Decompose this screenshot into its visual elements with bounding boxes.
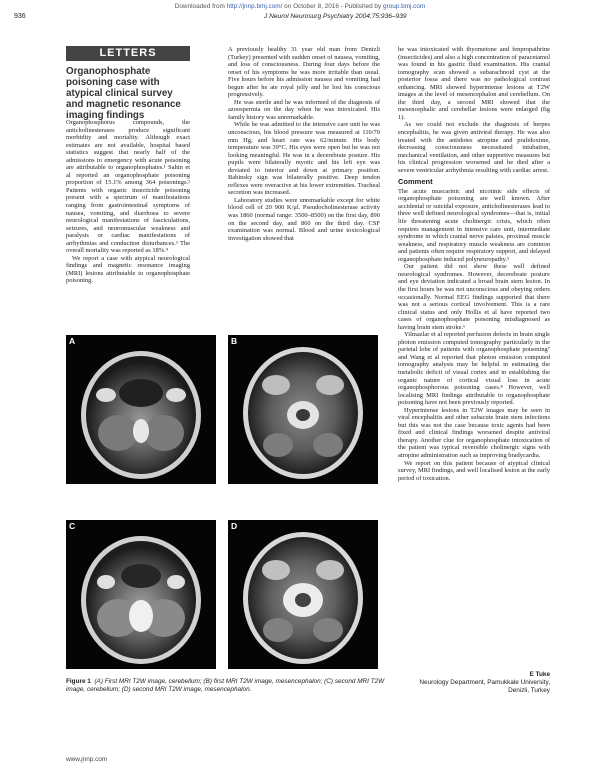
mri-panel-a: [66, 335, 216, 484]
figure-caption: [66, 678, 396, 694]
bmj-group-link[interactable]: group.bmj.com: [382, 3, 426, 10]
paragraph: Hyperintense lesions in T2W images may be seen in viral encephalitis and other subacute brain stem infections but this was not the case because toxic agents had been fixed and clinical findings worsened despite antiviral therapy. Another clue for organophosphate intoxication of the patient was typical reversible cholinergic signs with atropine administration such as improving bradycardia.: [398, 406, 550, 459]
paragraph: He was sterile and he was informed of the diagnosis of azoospermia on the day when he was intoxicated. His family history was unremarkable.: [228, 98, 380, 121]
paragraph: Yilmazlar et al reported perfusion defects in brain single photon emission computed tomography particularly in the parietal lobe of patients with organophosphate poisoning⁷ and Wang et al reported that photon emission computed tomography analysis may be helpful in estimating the metabolic deficit of visual cortex and in establishing the organic nature of cortical visual loss in acute organophosphorous poisoning cases.⁸ However, well localising MRI findings attributable to organophosphate poisoning have not been previously reported.: [398, 331, 550, 407]
column-2: [228, 46, 380, 242]
journal-reference: J Neurol Neurosurg Psychiatry 2004;75:936–939: [264, 13, 407, 20]
panel-letter: A: [69, 336, 76, 346]
jnnp-link[interactable]: http://jnnp.bmj.com/: [226, 3, 283, 10]
caption-text: (A) First MRI T2W image, cerebellum; (B) first MRI T2W image, mesencephalon; (C) second MRI T2W image, cerebellum; (D) second MRI T2W image, mesencephalon.: [66, 678, 385, 693]
paragraph: Laboratory studies were unremarkable except for white blood cell of 20 900 K/μl. Pseudocholinesterase activity was 1860 (normal range: 3500–8500) on the first day, 890 on the second day, and 860 on the third day. CSF examination was normal. Blood and urine toxicological investigation showed that: [228, 196, 380, 242]
comment-heading: Comment: [398, 177, 433, 187]
author-name: E Tuke: [529, 671, 550, 678]
paragraph: The acute muscarinic and nicotinic side effects of organophosphate poisoning are well known. After accidental or suicidal exposure, anticholinesterases lead to three well defined neurological syndromes—that is, initial life threatening acute cholinergic crisis, which often requires management in intensive care unit, intermediate syndrome in which cranial nerve palsies, proximal muscle weakness, and respiratory muscle weakness are common and patients often require respiratory support, and delayed organophosphate induced polyneuropathy.⁵: [398, 187, 550, 263]
panel-letter: C: [69, 521, 76, 531]
paragraph: While he was admitted to the intensive care unit he was unconscious, his blood pressure was measured at 110/70 mm Hg, and heart rate was 62/minute. His body temperature was 39°C. His eyes were open but he was not looking meaningful. He was in a decerebrate posture. His pupils were bilaterally myotic and his left eye was deviated to interior and down at primary position. Babinsky sign was bilaterally positive. Deep tendon reflexes were overactive at his lower extremities. Tracheal secretion was increased.: [228, 121, 380, 197]
author-affiliation: Neurology Department, Pamukkale University, Denizli, Turkey: [419, 679, 550, 694]
paragraph: A previously healthy 31 year old man from Denizli (Turkey) presented with sudden onset of nausea, vomiting, and loss of consciousness. During four days before the onset of his symptoms he was more irritable than usual. Five hours before his admission nausea and vomiting had begun after he ate royal jelly and he lost his conscious progressively.: [228, 46, 380, 99]
paragraph: he was intoxicated with thyometone and fenpropathrine (insecticides) and also a high concentration of paracetamol was found in his gastric fluid examination. His cranial tomography scan showed a subarachnoid cyst at the posterior fossa and there was no pathological contrast enhancing. MRI showed hyperintense lesions at T2W images at the level of mesencephalon and cerebellum. On the third day, a second MRI showed that the mesencephalic and cerebellar lesions were enlarged (fig 1).: [398, 46, 550, 121]
mri-image-icon: [228, 520, 378, 669]
mri-panel-c: [66, 520, 216, 669]
download-prefix: Downloaded from: [174, 3, 227, 10]
mri-image-icon: [66, 520, 216, 669]
footer-url: www.jnnp.com: [66, 756, 108, 763]
download-notice: [0, 3, 600, 10]
article-title: Organophosphate poisoning case with atypical clinical survey and magnetic resonance imaging findings: [66, 66, 181, 121]
download-mid: on October 8, 2016 - Published by: [282, 3, 383, 10]
paragraph: We report a case with atypical neurological findings and magnetic resonance imaging (MRI) lesions attributable to organophosphate poisoning.: [66, 254, 190, 285]
paragraph: As we could not exclude the diagnosis of herpes encephalitis, he was given antiviral therapy. He was also treated with the antidotes atropine and pralidoxime, decreasing consciousness necessitated intubation, mechanical ventilation, and other supportive measures but his clinical progression worsened and he died after a severe ventricular arrhythmia resulting with cardiac arrest.: [398, 121, 550, 174]
caption-label: Figure 1: [66, 678, 91, 685]
mri-panel-d: [228, 520, 378, 669]
author-block: [398, 671, 550, 695]
column-1: [66, 119, 190, 285]
page-number: 936: [14, 13, 26, 20]
paragraph: Organophosphorus compounds, the anticholinesterases produce significant morbidity and mortality. Although exact estimates are not available, hospital based statistics suggest that nearly half of the admissions to emergency with acute poisoning are attributable to organophosphates.¹ Sahin et al reported an organophosphate poisoning proportion of 15.1% among 364 poisonings.² Patients with organic insecticide poisoning present with a spectrum of manifestations ranging from gastrointestinal symptoms of nausea, vomiting, and diarrhoea to severe neurological manifestations of fasciculations, seizures, and neuromuscular weakness and paralysis or cardiac manifestations of arrhythmias and conduction disturbances.³ The overall mortality was reported as 18%.⁴: [66, 119, 190, 255]
paragraph: Our patient did not show these well defined neurological syndromes. However, decerebrate posture and eye deviation indicated a broad brain stem lesion. In the first hours he was not unconscious and obeying orders occasionally. Normal EEG findings supported that there was not a serious cortical involvement. This is a rare clinical status and only Hollis et al have reported two cases of organophosphate poisoning misdiagnosed as having brain stem stroke.⁶: [398, 263, 550, 331]
paragraph: We report on this patient because of atypical clinical survey, MRI findings, and well localised lesion at the early period of toxication.: [398, 459, 550, 482]
section-label: LETTERS: [66, 46, 190, 61]
mri-panel-b: [228, 335, 378, 484]
column-3: [398, 46, 550, 482]
panel-letter: B: [231, 336, 238, 346]
panel-letter: D: [231, 521, 238, 531]
mri-image-icon: [66, 335, 216, 484]
mri-image-icon: [228, 335, 378, 484]
